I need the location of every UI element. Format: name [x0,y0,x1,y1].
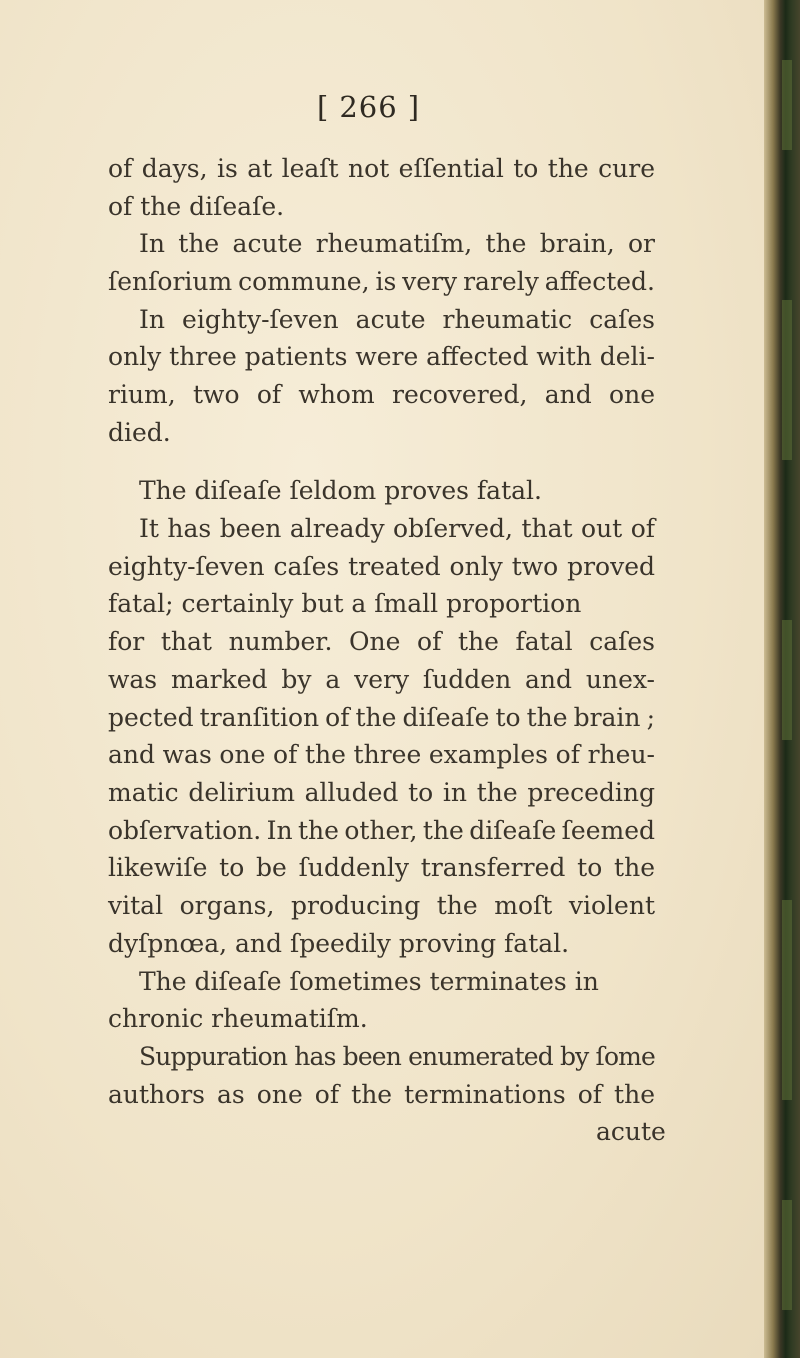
spine-shade [782,300,792,460]
text-line: The diſeaſe ſometimes terminates in [139,967,599,996]
text-line: pected tranſition of the diſeaſe to the brain ; [108,703,655,732]
text-line: was marked by a very ſudden and unex- [108,665,655,694]
text-line: It has been already obſerved, that out of [139,514,655,543]
book-spine-edge [764,0,800,1358]
text-line: and was one of the three examples of rheu- [108,740,655,769]
text-line: obſervation. In the other, the diſeaſe ſeemed [108,816,655,845]
text-line: vital organs, producing the moſt violent [108,891,655,920]
text-line: authors as one of the terminations of the [108,1080,655,1109]
text-line: likewiſe to be ſuddenly transferred to the [108,853,655,882]
page-header [317,90,420,124]
text-line: ſenſorium commune, is very rarely affected. [108,267,655,296]
text-line: fatal; certainly but a ſmall proportion [108,589,582,618]
header-bracket-open: [ [317,90,330,124]
text-line: of days, is at leaſt not eſſential to the cure [108,154,655,183]
spine-shade [782,620,792,740]
text-line: matic delirium alluded to in the preceding [108,778,655,807]
text-line: dyſpnœa, and ſpeedily proving fatal. [108,929,570,958]
spine-shade [782,1200,792,1310]
text-line: for that number. One of the fatal caſes [108,627,655,656]
text-line: acute [596,1117,666,1146]
text-line: eighty-ſeven caſes treated only two proved [108,552,655,581]
text-line: died. [108,418,171,447]
text-line: rium, two of whom recovered, and one [108,380,655,409]
text-line: chronic rheumatiſm. [108,1004,368,1033]
text-line: In eighty-ſeven acute rheumatic caſes [139,305,655,334]
text-line: Suppuration has been enumerated by ſome [139,1042,655,1071]
text-line: In the acute rheumatiſm, the brain, or [139,229,655,258]
text-line: The diſeaſe ſeldom proves fatal. [139,476,542,505]
header-bracket-close: ] [407,90,421,124]
spine-shade [782,60,792,150]
spine-shade [782,900,792,1100]
page-number: 266 [339,90,398,124]
text-line: only three patients were affected with deli- [108,342,655,371]
text-line: of the diſeaſe. [108,192,285,221]
